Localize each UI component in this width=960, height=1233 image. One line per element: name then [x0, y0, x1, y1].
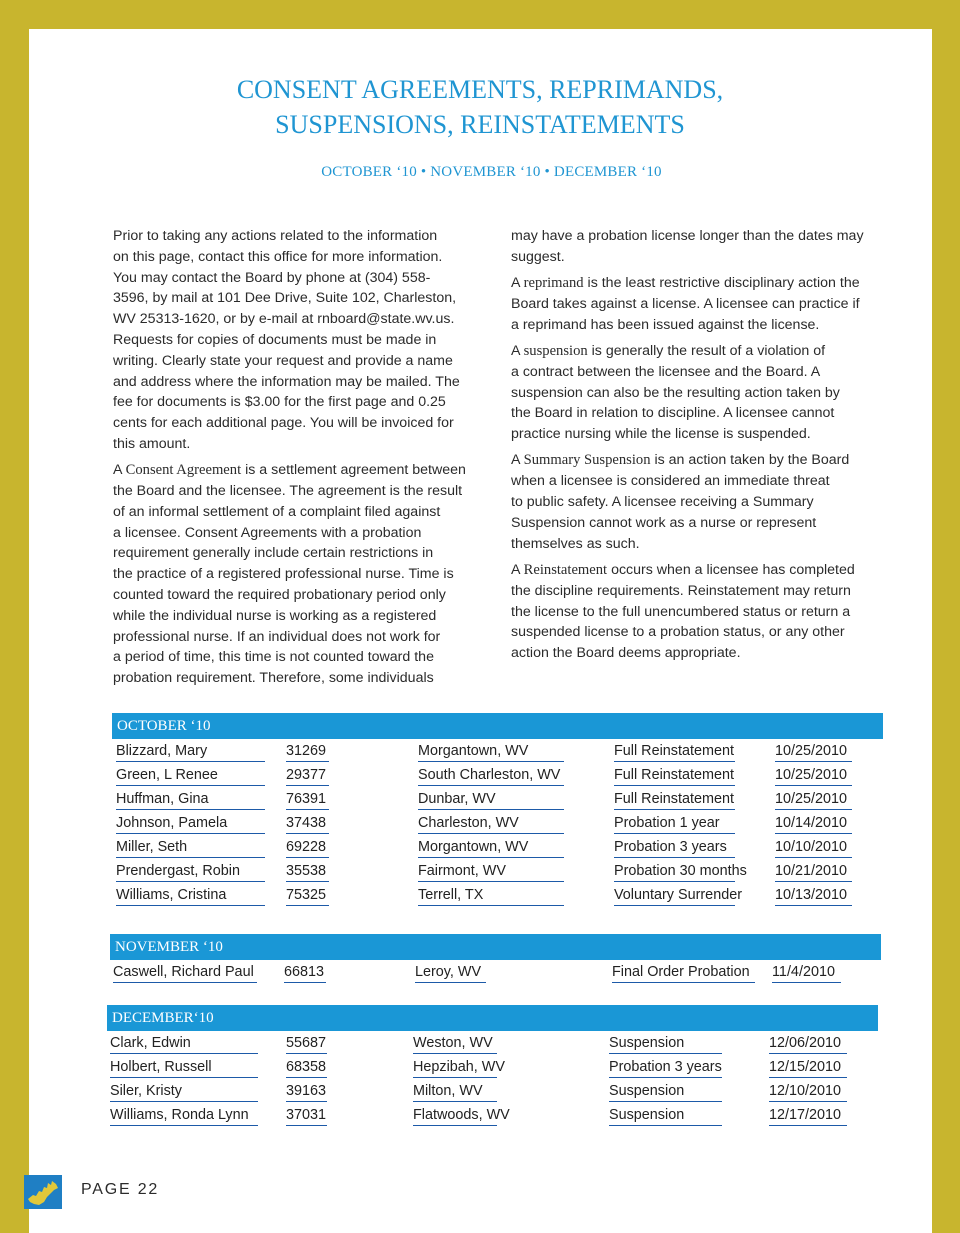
action: Voluntary Surrender [614, 885, 735, 906]
text-fragment: is generally the result of a violation of [587, 342, 826, 359]
action-date: 10/25/2010 [775, 765, 852, 786]
page-title [0, 72, 960, 142]
intro-paragraph-reinstatement [511, 560, 886, 664]
action: Probation 3 years [614, 837, 735, 858]
paragraph-line: the Board and the licensee. The agreement is the result [113, 483, 463, 500]
licensee-name: Johnson, Pamela [116, 813, 265, 834]
paragraph-line: while the individual nurse is working as a registered [113, 607, 437, 624]
license-number: 35538 [286, 861, 329, 882]
licensee-name: Clark, Edwin [110, 1033, 258, 1054]
licensee-name: Miller, Seth [116, 837, 265, 858]
text-fragment: is a settlement agreement between [241, 462, 466, 479]
action: Probation 1 year [614, 813, 735, 834]
table-row [0, 1057, 960, 1081]
licensee-name: Holbert, Russell [110, 1057, 258, 1078]
term-consent-agreement: Consent Agreement [125, 462, 242, 479]
intro-paragraph-contact [113, 226, 483, 455]
action-date: 10/25/2010 [775, 741, 852, 762]
text-fragment: A [511, 275, 524, 292]
license-number: 39163 [286, 1081, 327, 1102]
table-row [0, 885, 960, 909]
location: Milton, WV [413, 1081, 497, 1102]
section-header: OCTOBER ‘10 [112, 713, 883, 739]
paragraph-line: the license to the full unencumbered status or return a [511, 603, 851, 620]
paragraph-line: You may contact the Board by phone at (304) 558- [113, 269, 431, 286]
intro-paragraph-continued [511, 226, 886, 268]
intro-paragraph-reprimand [511, 273, 886, 335]
paragraph-line: of an informal settlement of a complaint filed against [113, 503, 441, 520]
term-reprimand: reprimand [523, 275, 584, 292]
paragraph-line: professional nurse. If an individual does not work for [113, 628, 441, 645]
license-number: 29377 [286, 765, 329, 786]
action: Full Reinstatement [614, 741, 735, 762]
paragraph-line: suspension can also be the resulting action taken by [511, 384, 840, 401]
action: Full Reinstatement [614, 789, 735, 810]
licensee-name: Blizzard, Mary [116, 741, 265, 762]
action: Suspension [609, 1081, 722, 1102]
license-number: 75325 [286, 885, 329, 906]
table-row [0, 962, 960, 986]
page-subtitle: OCTOBER ‘10 • NOVEMBER ‘10 • DECEMBER ‘10 [321, 164, 662, 180]
location: Hepzibah, WV [413, 1057, 497, 1078]
paragraph-line: and address where the information may be mailed. The [113, 373, 460, 390]
action-date: 12/15/2010 [769, 1057, 847, 1078]
location: Morgantown, WV [418, 837, 564, 858]
paragraph-line: Suspension cannot work as a nurse or represent [511, 514, 817, 531]
paragraph-line: 3596, by mail at 101 Dee Drive, Suite 102, Charleston, [113, 290, 457, 307]
paragraph-line: action the Board deems appropriate. [511, 645, 741, 662]
text-fragment: is an action taken by the Board [650, 452, 850, 469]
location: Leroy, WV [415, 962, 486, 983]
section-header: DECEMBER‘10 [107, 1005, 878, 1031]
license-number: 66813 [284, 962, 326, 983]
licensee-name: Williams, Cristina [116, 885, 265, 906]
location: Weston, WV [413, 1033, 497, 1054]
location: Charleston, WV [418, 813, 564, 834]
page-title-line-2: SUSPENSIONS, REINSTATEMENTS [275, 110, 685, 139]
paragraph-line: the practice of a registered professional nurse. Time is [113, 566, 454, 583]
paragraph-line: practice nursing while the license is suspended. [511, 426, 811, 443]
paragraph-line: on this page, contact this office for more information. [113, 248, 443, 265]
paragraph-line: suspended license to a probation status, or any other [511, 624, 845, 641]
table-row [0, 765, 960, 789]
action-date: 12/10/2010 [769, 1081, 847, 1102]
action: Probation 3 years [609, 1057, 722, 1078]
action-date: 12/17/2010 [769, 1105, 847, 1126]
paragraph-line: the Board in relation to discipline. A licensee cannot [511, 405, 835, 422]
action-date: 10/13/2010 [775, 885, 852, 906]
table-row [0, 837, 960, 861]
paragraph-line [511, 341, 886, 362]
table-row [0, 1081, 960, 1105]
location: South Charleston, WV [418, 765, 564, 786]
intro-paragraph-consent-agreement [113, 460, 483, 689]
text-fragment: A [113, 462, 126, 479]
table-row [0, 741, 960, 765]
location: Fairmont, WV [418, 861, 564, 882]
paragraph-line: when a licensee is considered an immediate threat [511, 473, 830, 490]
page-title-line-1: CONSENT AGREEMENTS, REPRIMANDS, [236, 75, 724, 104]
paragraph-line [511, 273, 886, 294]
licensee-name: Caswell, Richard Paul [113, 962, 257, 983]
paragraph-line: probation requirement. Therefore, some individuals [113, 670, 434, 687]
licensee-name: Huffman, Gina [116, 789, 265, 810]
table-row [0, 1033, 960, 1057]
action: Full Reinstatement [614, 765, 735, 786]
action-date: 10/21/2010 [775, 861, 852, 882]
paragraph-line: a contract between the licensee and the Board. A [511, 363, 821, 380]
section-header: NOVEMBER ‘10 [110, 934, 881, 960]
action: Suspension [609, 1033, 722, 1054]
license-number: 37438 [286, 813, 329, 834]
paragraph-line: fee for documents is $3.00 for the first page and 0.25 [113, 394, 446, 411]
paragraph-line: counted toward the required probationary period only [113, 587, 446, 604]
paragraph-line: themselves as such. [511, 535, 640, 552]
license-number: 69228 [286, 837, 329, 858]
term-summary-suspension: Summary Suspension [523, 452, 651, 469]
intro-right-column [511, 226, 886, 669]
paragraph-line: suggest. [511, 248, 565, 265]
paragraph-line: a licensee. Consent Agreements with a probation [113, 524, 422, 541]
paragraph-line: writing. Clearly state your request and provide a name [113, 352, 453, 369]
text-fragment: is the least restrictive disciplinary action the [583, 275, 860, 292]
table-row [0, 789, 960, 813]
licensee-name: Siler, Kristy [110, 1081, 258, 1102]
action: Final Order Probation [612, 962, 755, 983]
table-row [0, 861, 960, 885]
licensee-name: Williams, Ronda Lynn [110, 1105, 258, 1126]
action-date: 10/14/2010 [775, 813, 852, 834]
location: Terrell, TX [418, 885, 564, 906]
text-fragment: A [511, 342, 524, 359]
paragraph-line [511, 560, 886, 581]
location: Dunbar, WV [418, 789, 564, 810]
license-number: 68358 [286, 1057, 327, 1078]
paragraph-line: may have a probation license longer than the dates may [511, 228, 864, 244]
paragraph-line: cents for each additional page. You will be invoiced for [113, 415, 454, 432]
license-number: 37031 [286, 1105, 327, 1126]
text-fragment: A [511, 561, 524, 578]
license-number: 31269 [286, 741, 329, 762]
paragraph-line: the discipline requirements. Reinstatement may return [511, 582, 851, 599]
paragraph-line: WV 25313-1620, or by e-mail at rnboard@state.wv.us. [113, 311, 455, 328]
licensee-name: Prendergast, Robin [116, 861, 265, 882]
table-row [0, 813, 960, 837]
action-date: 10/10/2010 [775, 837, 852, 858]
paragraph-line: Board takes against a license. A licensee can practice if [511, 295, 860, 312]
paragraph-line [511, 450, 886, 471]
term-reinstatement: Reinstatement [523, 561, 608, 578]
paragraph-line: requirement generally include certain restrictions in [113, 545, 434, 562]
location: Flatwoods, WV [413, 1105, 497, 1126]
intro-left-column [113, 226, 483, 695]
location: Morgantown, WV [418, 741, 564, 762]
intro-paragraph-suspension [511, 341, 886, 445]
paragraph-line: a period of time, this time is not counted toward the [113, 649, 434, 666]
west-virginia-state-icon [24, 1175, 62, 1209]
term-suspension: suspension [523, 342, 588, 359]
action-date: 11/4/2010 [772, 962, 841, 983]
action-date: 12/06/2010 [769, 1033, 847, 1054]
paragraph-line [113, 460, 483, 481]
text-fragment: occurs when a licensee has completed [607, 561, 855, 578]
paragraph-line: to public safety. A licensee receiving a Summary [511, 494, 814, 511]
paragraph-line: a reprimand has been issued against the license. [511, 316, 820, 333]
paragraph-line: Requests for copies of documents must be made in [113, 331, 437, 348]
page-number: PAGE 22 [81, 1181, 160, 1198]
table-row [0, 1105, 960, 1129]
license-number: 55687 [286, 1033, 327, 1054]
paragraph-line: Prior to taking any actions related to the information [113, 228, 438, 244]
license-number: 76391 [286, 789, 329, 810]
action-date: 10/25/2010 [775, 789, 852, 810]
licensee-name: Green, L Renee [116, 765, 265, 786]
paragraph-line: this amount. [113, 435, 191, 452]
action: Suspension [609, 1105, 722, 1126]
text-fragment: A [511, 452, 524, 469]
action: Probation 30 months [614, 861, 735, 882]
intro-paragraph-summary-suspension [511, 450, 886, 554]
